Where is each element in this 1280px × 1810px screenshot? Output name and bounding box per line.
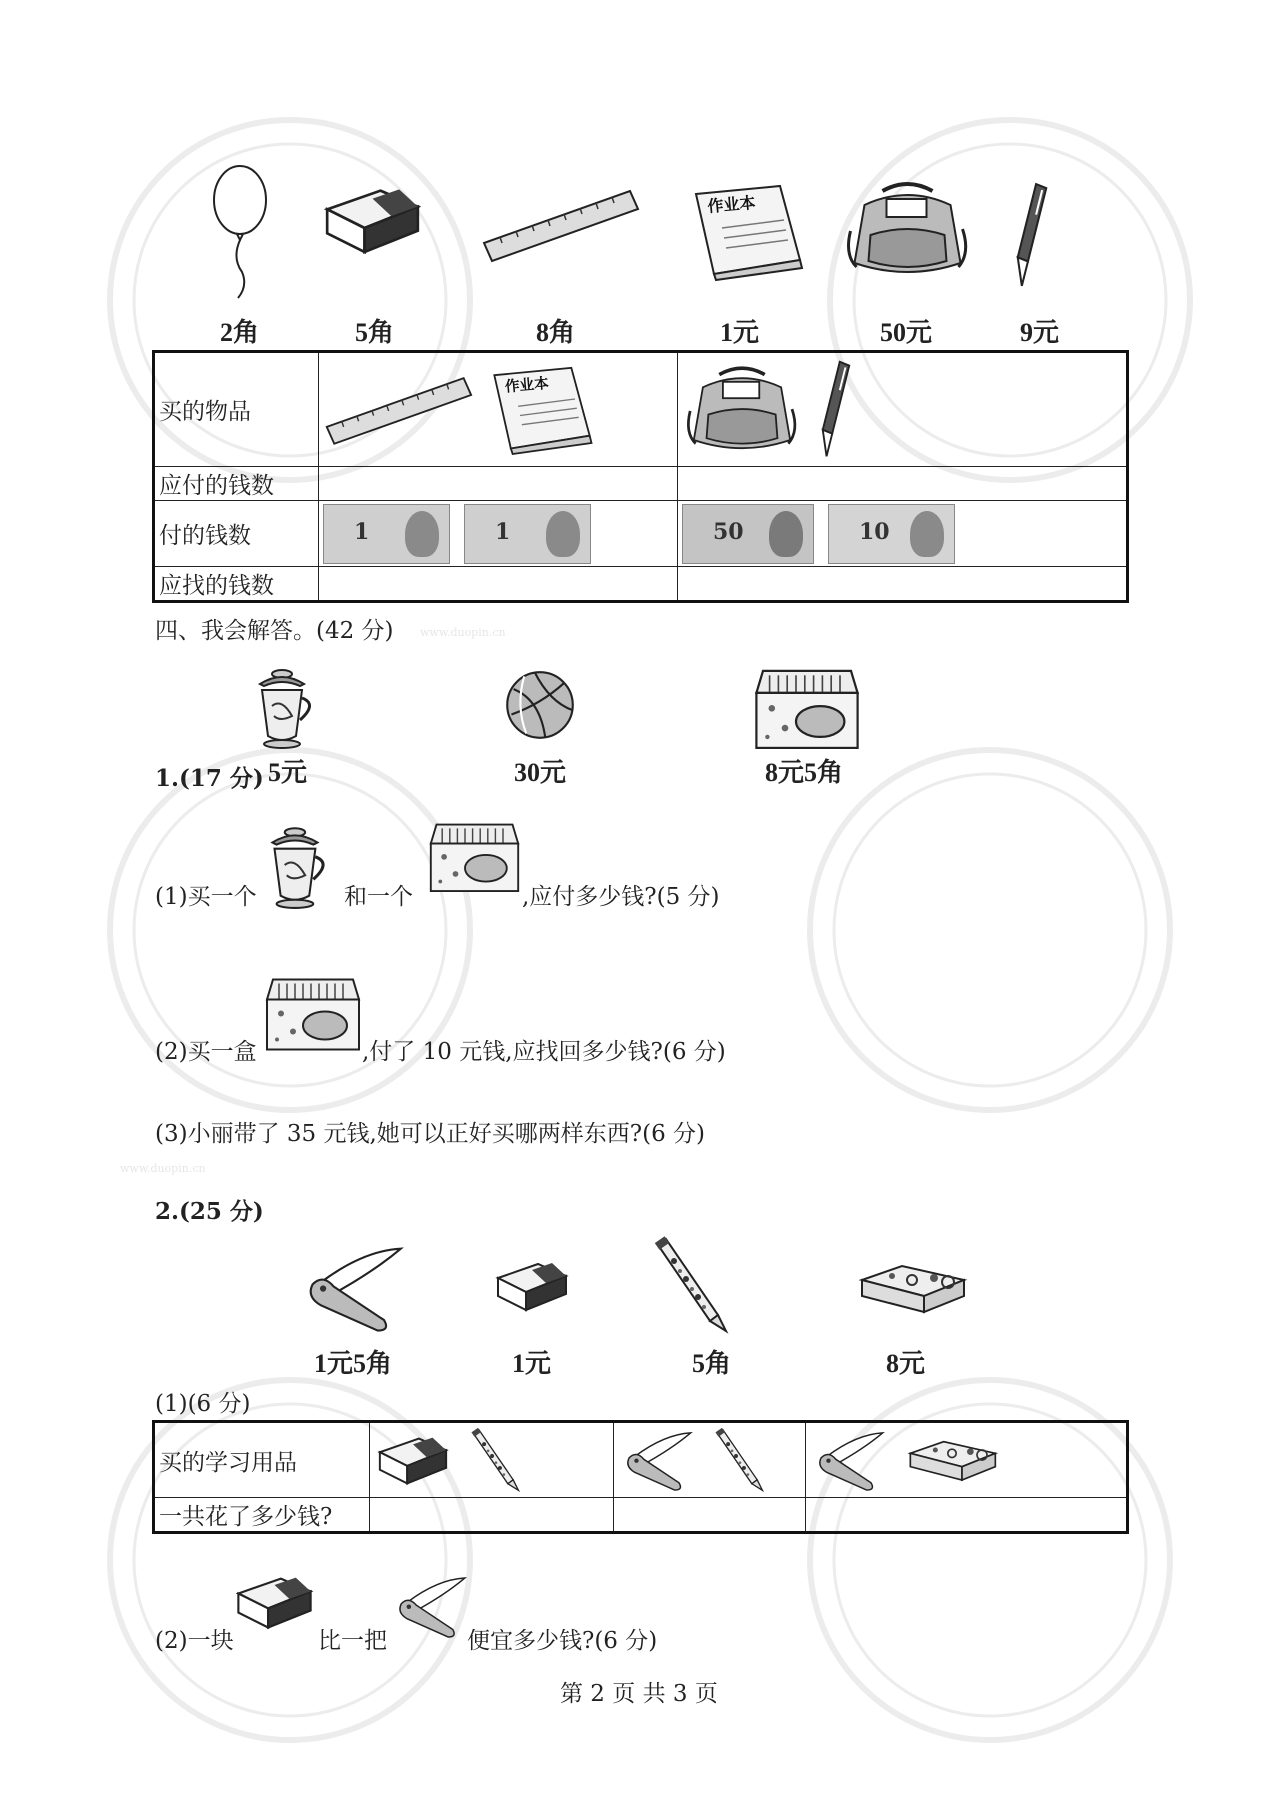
banknote-icon	[323, 504, 450, 564]
banknote-value: 50	[713, 518, 744, 545]
row-label-paid: 付的钱数	[154, 501, 319, 567]
backpack-icon	[682, 360, 802, 460]
q1-p2-text-a: (2)买一盒	[155, 1039, 257, 1065]
cell-items-1	[319, 352, 678, 467]
pen-icon	[816, 358, 856, 462]
notebook-cover-label-2: 作业本	[504, 374, 550, 396]
banknote-value: 1	[495, 518, 511, 545]
eraser-icon-2	[232, 1568, 317, 1636]
banknote-value: 10	[859, 518, 890, 545]
q1-price-cup: 5元	[268, 758, 308, 787]
q1-price-ball: 30元	[514, 758, 567, 787]
watermark-seal-mid-right	[800, 740, 1180, 1120]
eraser-image-2	[492, 1255, 572, 1317]
price-backpack: 50元	[880, 318, 933, 347]
eraser-icon	[374, 1430, 452, 1490]
notebook-image	[688, 180, 808, 284]
notebook-icon	[487, 362, 597, 458]
crayon-box-icon	[427, 808, 522, 900]
pencil-image	[652, 1235, 732, 1335]
banknote-value: 1	[354, 518, 370, 545]
q1-p1-text-a: (1)买一个	[155, 884, 257, 910]
cell-paid-2	[678, 501, 1128, 567]
purchase-table	[152, 350, 1129, 603]
fountain-pen-image	[1010, 180, 1054, 292]
q1-label: 1.(17 分)	[155, 765, 264, 792]
watermark-url-1: www.duopin.cn	[420, 626, 506, 639]
q1-p1-text-c: ,应付多少钱?(5 分)	[522, 884, 720, 910]
q1-p1-text-b: 和一个	[344, 884, 413, 910]
cell-change-2[interactable]	[678, 567, 1128, 602]
q1-p3-text: (3)小丽带了 35 元钱,她可以正好买哪两样东西?(6 分)	[155, 1121, 706, 1147]
page-footer: 第 2 页 共 3 页	[560, 1681, 718, 1707]
q2-price-knife: 1元5角	[314, 1349, 393, 1378]
cell-total-2[interactable]	[614, 1498, 806, 1533]
volleyball-image	[503, 668, 577, 742]
q2-p2-text-b: 比一把	[318, 1628, 387, 1654]
row-label-items: 买的物品	[154, 352, 319, 467]
q2-p2-text-a: (2)一块	[155, 1628, 234, 1654]
supplies-table	[152, 1420, 1129, 1534]
teacup-image	[250, 660, 320, 750]
price-eraser: 5角	[355, 318, 395, 347]
price-balloon: 2角	[220, 318, 260, 347]
banknote-icon	[464, 504, 591, 564]
cell-should-pay-2[interactable]	[678, 467, 1128, 501]
pencil-icon	[466, 1427, 526, 1493]
ruler-icon	[323, 370, 473, 450]
cell-supplies-2	[614, 1422, 806, 1498]
crayon-box-image	[752, 655, 862, 755]
row-label-should-pay: 应付的钱数	[154, 467, 319, 501]
banknote-icon	[682, 504, 814, 564]
q2-label: 2.(25 分)	[155, 1198, 264, 1225]
pencil-case-image	[852, 1258, 972, 1318]
cell-change-1[interactable]	[319, 567, 678, 602]
knife-icon	[810, 1427, 888, 1493]
pencil-case-icon	[902, 1434, 1002, 1486]
pencil-icon	[710, 1427, 770, 1493]
folding-knife-image	[300, 1240, 405, 1335]
notebook-cover-label: 作业本	[706, 192, 757, 216]
q1-p2-text-b: ,付了 10 元钱,应找回多少钱?(6 分)	[362, 1039, 726, 1065]
q2-price-pencil-case: 8元	[886, 1349, 926, 1378]
cell-supplies-1	[370, 1422, 614, 1498]
row-label-supplies: 买的学习用品	[154, 1422, 370, 1498]
watermark-url-2: www.duopin.cn	[120, 1162, 206, 1175]
eraser-image	[310, 180, 435, 260]
banknote-icon	[828, 504, 955, 564]
q1-price-crayons: 8元5角	[765, 758, 844, 787]
section-heading: 四、我会解答。(42 分)	[155, 618, 394, 644]
q2-price-eraser: 1元	[512, 1349, 552, 1378]
row-label-total: 一共花了多少钱?	[154, 1498, 370, 1533]
teacup-icon	[262, 818, 334, 910]
knife-icon-2	[392, 1572, 468, 1640]
q2-price-pencil: 5角	[692, 1349, 732, 1378]
q2-p2-text-c: 便宜多少钱?(6 分)	[467, 1628, 658, 1654]
price-pen: 9元	[1020, 318, 1060, 347]
price-notebook: 1元	[720, 318, 760, 347]
cell-paid-1	[319, 501, 678, 567]
crayon-box-icon-2	[263, 963, 363, 1058]
cell-supplies-3	[806, 1422, 1128, 1498]
q2-p1-label: (1)(6 分)	[155, 1391, 251, 1417]
price-ruler: 8角	[536, 318, 576, 347]
balloon-image	[210, 162, 270, 302]
cell-should-pay-1[interactable]	[319, 467, 678, 501]
knife-icon	[618, 1427, 696, 1493]
backpack-image	[840, 175, 975, 285]
row-label-change: 应找的钱数	[154, 567, 319, 602]
cell-total-3[interactable]	[806, 1498, 1128, 1533]
ruler-image	[480, 180, 640, 270]
cell-items-2	[678, 352, 1128, 467]
cell-total-1[interactable]	[370, 1498, 614, 1533]
